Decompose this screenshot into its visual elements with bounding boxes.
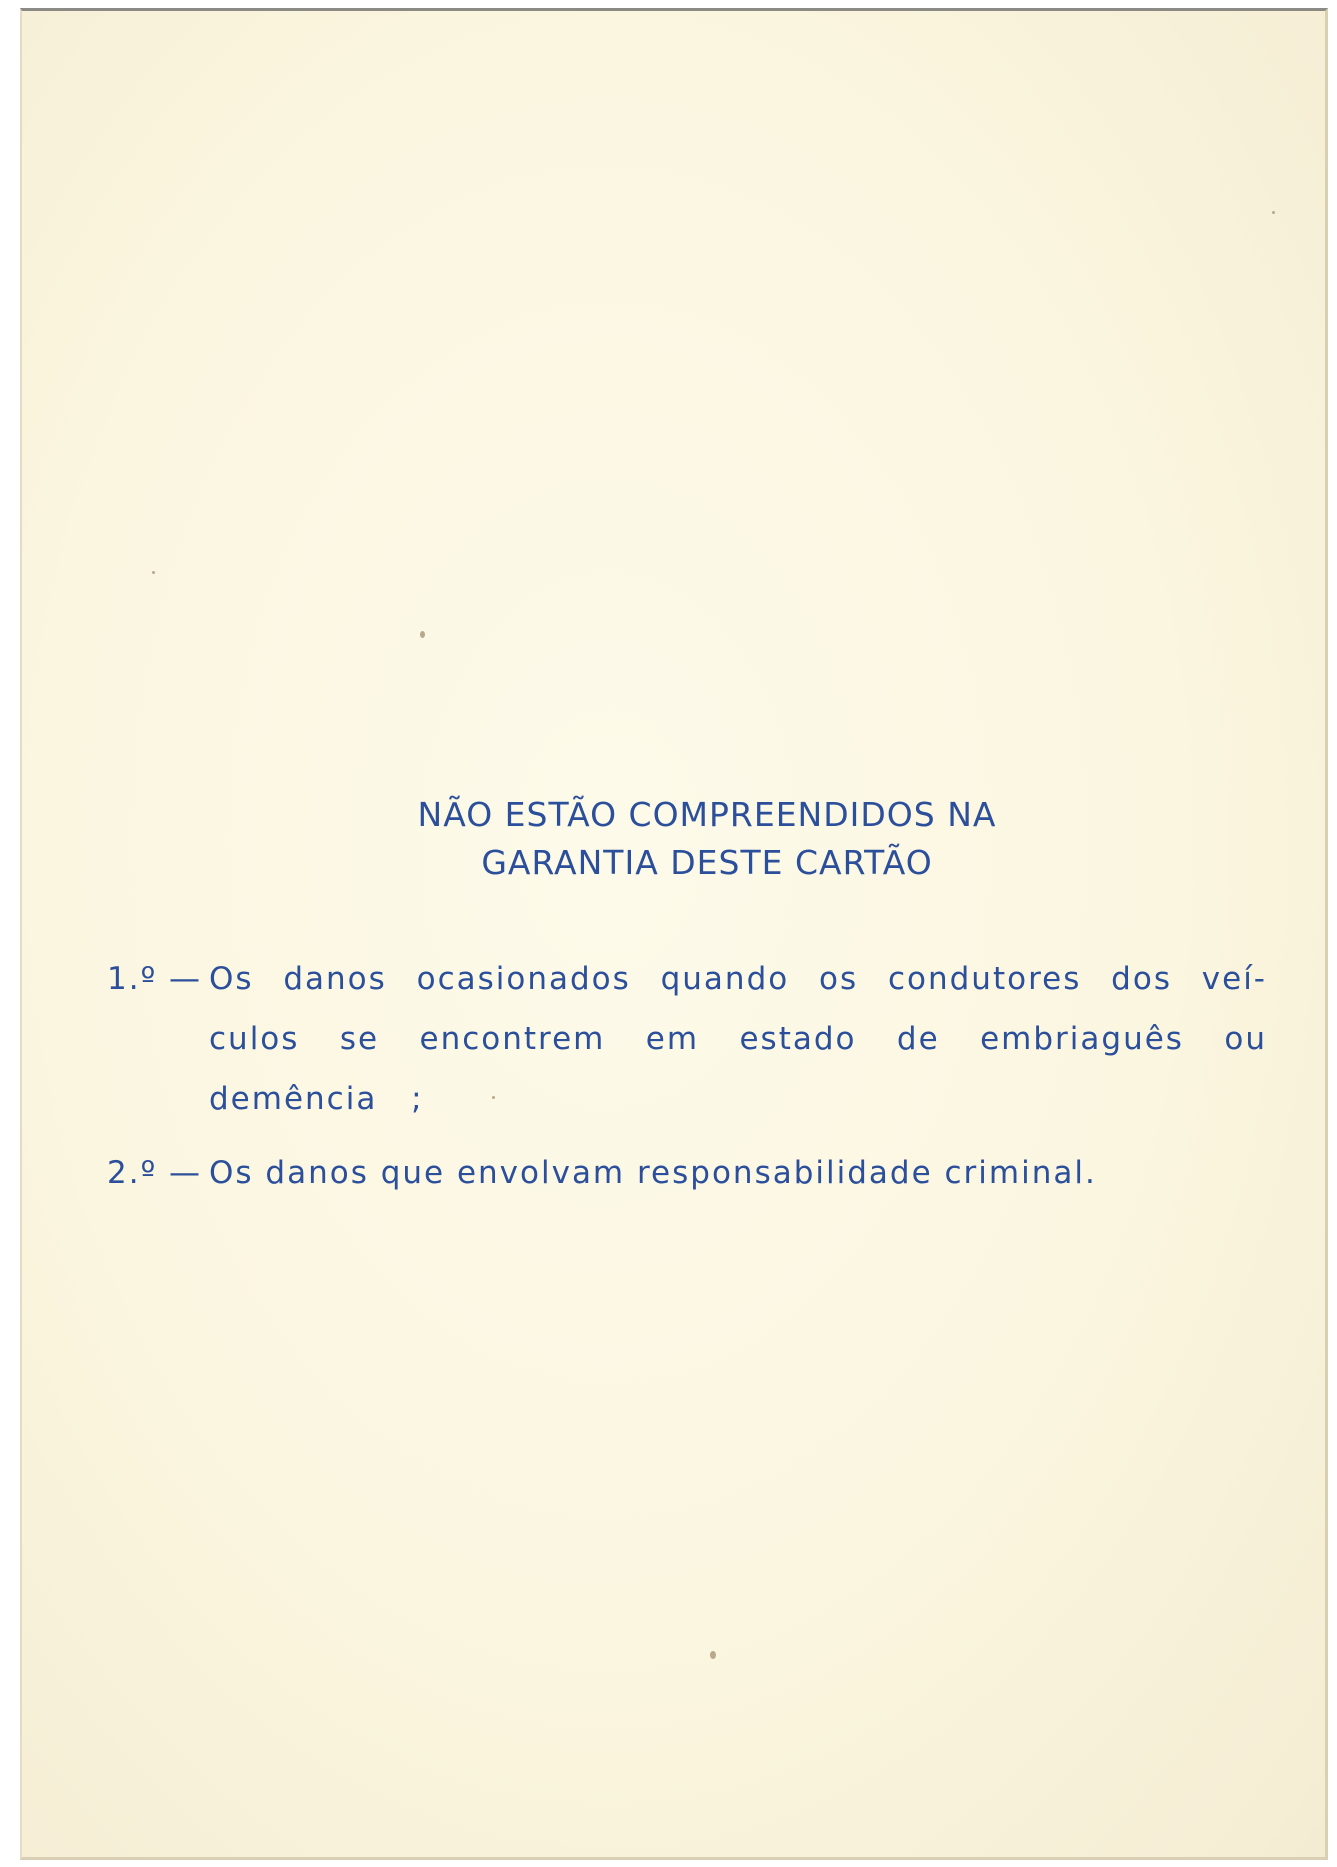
exclusions-section (107, 791, 1267, 1203)
exclusion-item-text: Os danos que envolvam responsabilidade criminal. (209, 1155, 1097, 1191)
heading-line-2: GARANTIA DESTE CARTÃO (481, 843, 933, 882)
exclusions-list (107, 949, 1267, 1203)
paper-speck (1272, 211, 1275, 214)
heading-line-1: NÃO ESTÃO COMPREENDIDOS NA (417, 795, 997, 834)
exclusions-heading (147, 791, 1267, 887)
insurance-card-back (20, 8, 1328, 1860)
exclusion-item-text-line-1: Os danos ocasionados quando os condutores dos veí- (209, 961, 1267, 997)
paper-speck (152, 571, 155, 574)
exclusion-item-1 (107, 949, 1267, 1129)
exclusion-item-2 (107, 1143, 1267, 1203)
paper-speck (710, 1651, 716, 1659)
exclusion-item-number: 1.º — (107, 961, 203, 997)
paper-speck (420, 631, 425, 638)
exclusion-item-number: 2.º — (107, 1155, 203, 1191)
exclusion-item-text (209, 949, 1267, 1129)
exclusion-item-text-continuation: culos se encontrem em estado de embriaguês ou demência ; (209, 1021, 1267, 1117)
